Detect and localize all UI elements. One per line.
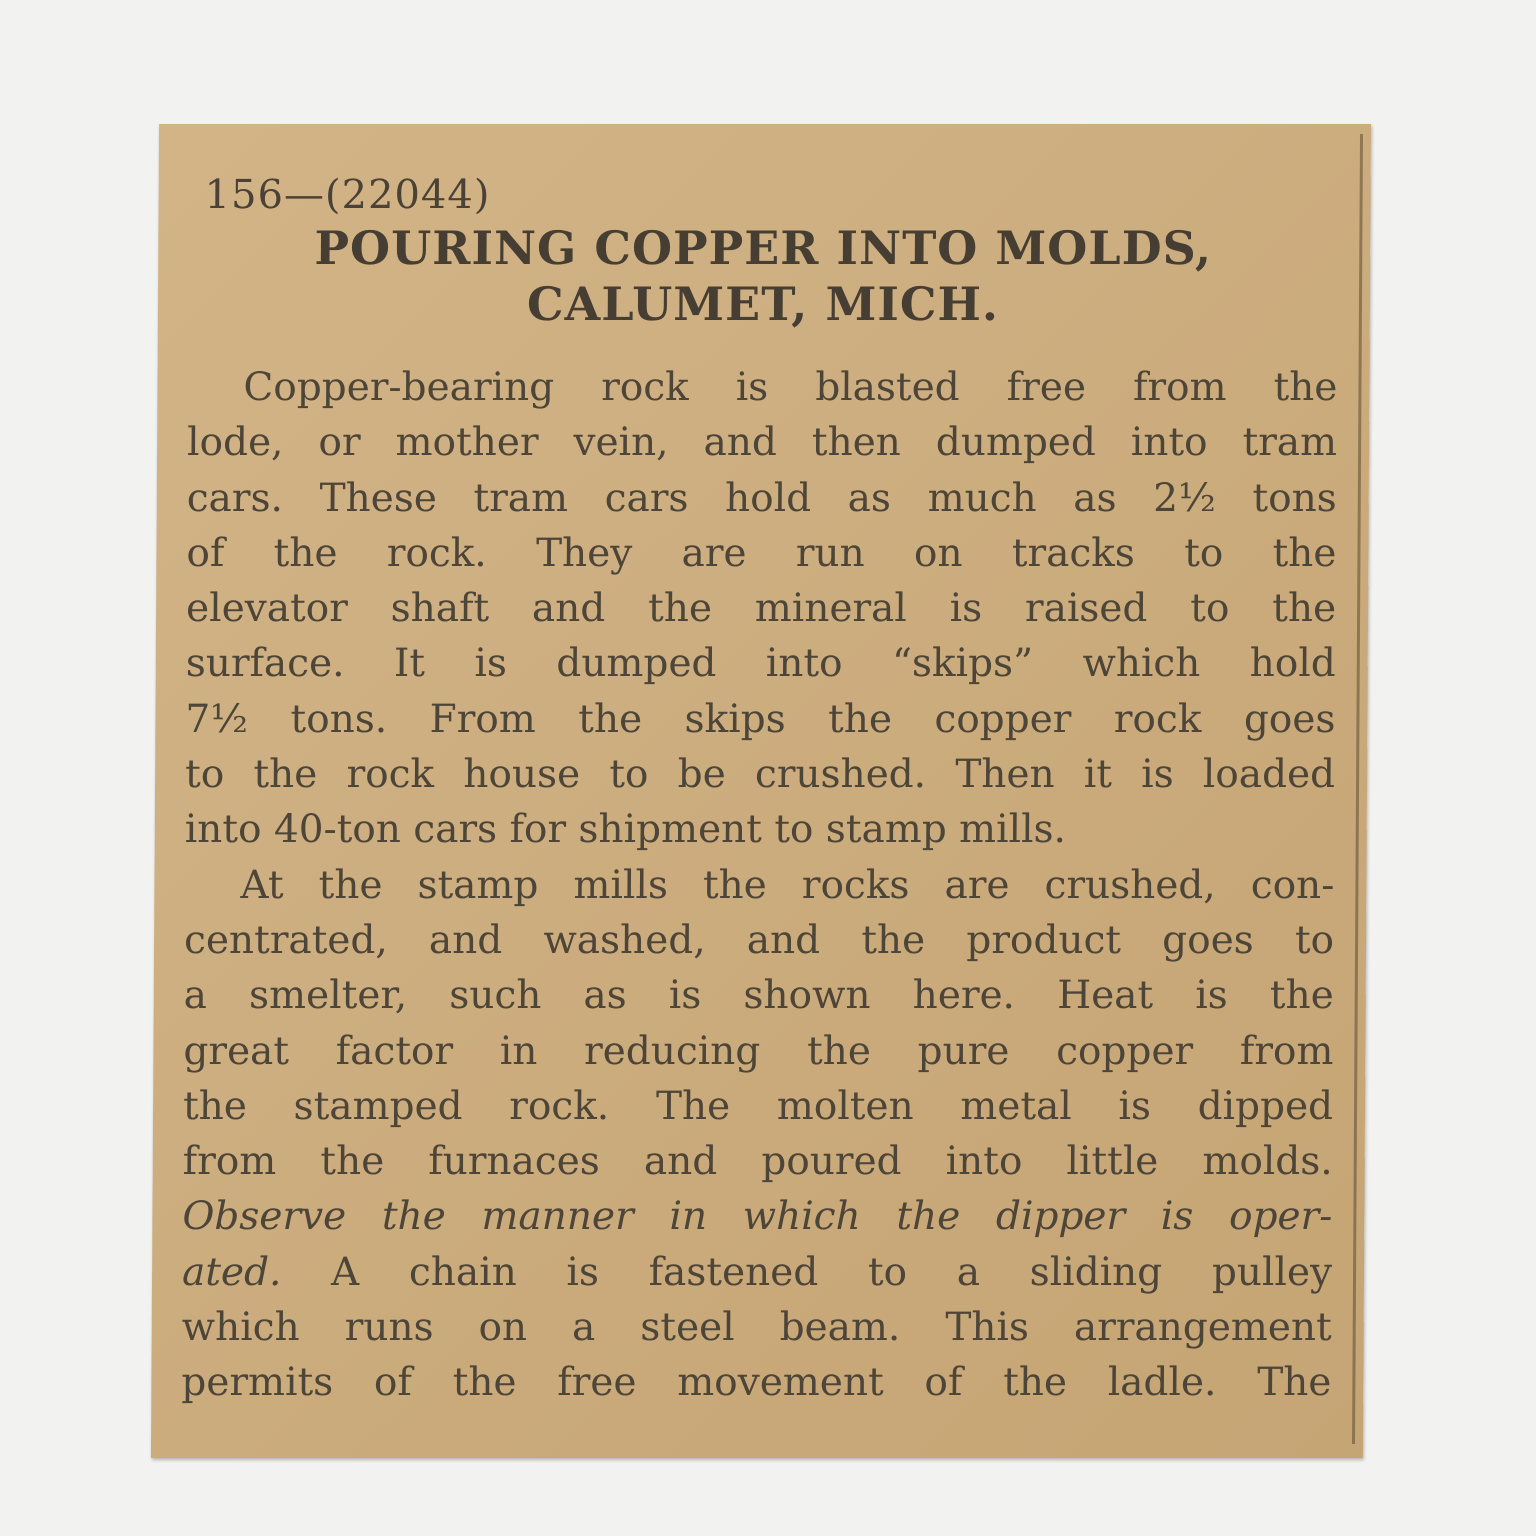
caption-body [181,360,1337,1411]
body-line: into 40-ton cars for shipment to stamp mills. [184,807,1067,853]
italic-instruction: Observe the manner in which the dipper is oper- [182,1194,1333,1240]
body-line: centrated, and washed, and the product goes to [183,917,1335,963]
body-line: Copper-bearing rock is blasted free from the [243,365,1338,410]
body-line: cars. These tram cars hold as much as 2½ tons [186,475,1337,521]
body-line: permits of the free movement of the ladle. The [181,1360,1332,1406]
body-line: to the rock house to be crushed. Then it is loaded [184,752,1336,798]
body-line [182,1189,1332,1244]
body-line: elevator shaft and the mineral is raised to the [185,586,1337,632]
body-line: lode, or mother vein, and then dumped into tram [186,420,1338,466]
body-line [182,1245,1332,1300]
stereograph-caption-card [151,124,1371,1458]
body-line: surface. It is dumped into “skips” which hold [185,641,1336,687]
body-line: a smelter, such as is shown here. Heat is the [183,973,1334,1019]
card-number: 156—(22044) [204,172,491,218]
body-line: the stamped rock. The molten metal is dipped [182,1083,1334,1129]
body-line: of the rock. They are run on tracks to the [186,530,1337,576]
body-line: from the furnaces and poured into little molds. [182,1139,1333,1185]
title-line-1: POURING COPPER INTO MOLDS, [314,221,1213,275]
body-line: which runs on a steel beam. This arrangement [181,1305,1332,1351]
body-line-continuation: A chain is fastened to a sliding pulley [331,1249,1333,1295]
title-line-2: CALUMET, MICH. [526,277,1000,331]
italic-instruction-end: ated. [181,1249,282,1295]
body-line: great factor in reducing the pure copper from [183,1028,1334,1074]
body-line: At the stamp mills the rocks are crushed, con- [240,862,1335,908]
card-title [218,220,1309,332]
body-line: 7½ tons. From the skips the copper rock goes [185,696,1336,742]
